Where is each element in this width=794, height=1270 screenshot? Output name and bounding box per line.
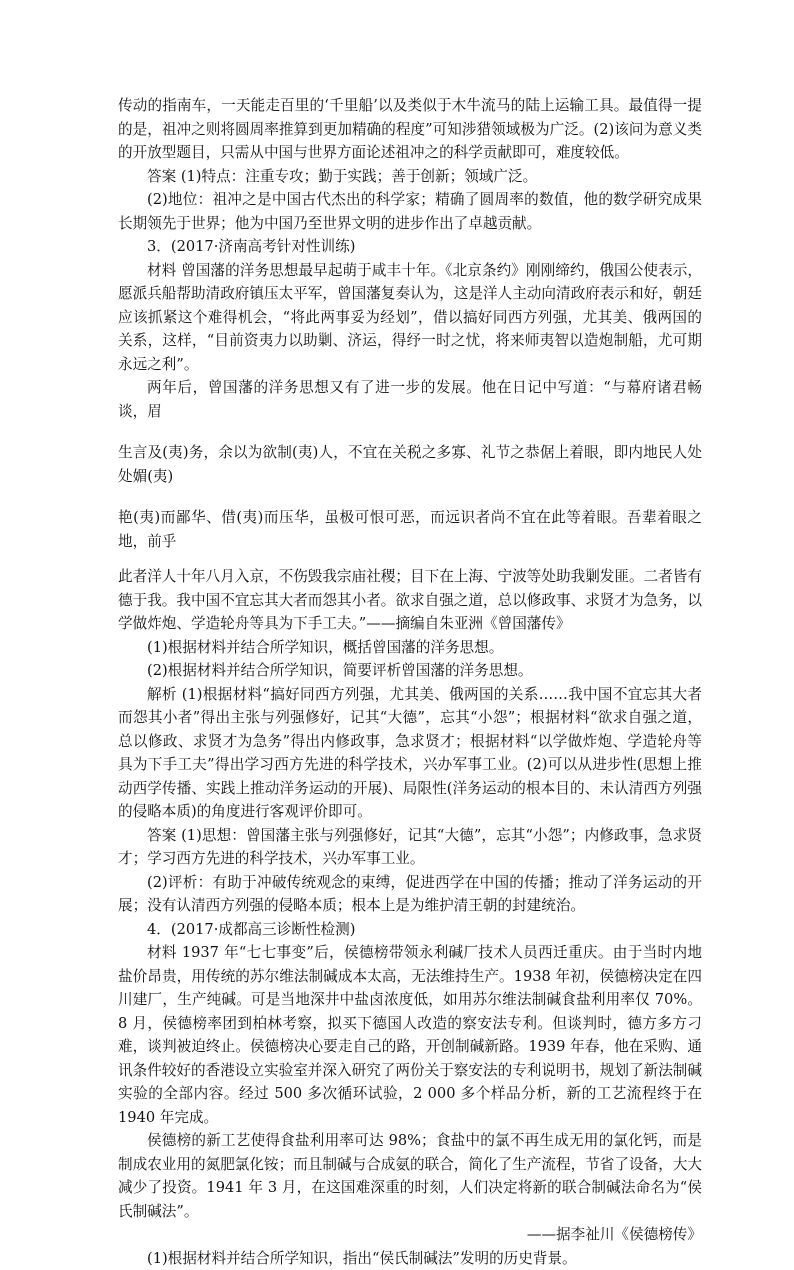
question-4-header: 4．(2017·成都高三诊断性检测) bbox=[118, 918, 702, 942]
material-3-line-4: 此者洋人十年八月入京，不伤毁我宗庙社稷；目下在上海、宁波等处助我剿发匪。二者皆有德于我。我中国不宜忘其大者而怨其小者。欲求自强之道，总以修政事、求贤才为急务，以学做炸炮、学造轮舟等具为下手工夫。”——摘编自朱亚洲《曾国藩传》 bbox=[118, 565, 702, 636]
material-3: 材料 曾国藩的洋务思想最早起萌于咸丰十年。《北京条约》刚刚缔约，俄国公使表示，愿派兵船帮助清政府镇压太平军，曾国藩复奏认为，这是洋人主动向清政府表示和好，朝廷应该抓紧这个难得机会，“将此两事妥为经划”，借以搞好同西方列强，尤其美、俄两国的关系，这样，“目前资夷力以助剿、济运，得纾一时之忧，将来师夷智以造炮制船，尤可期永远之利”。 bbox=[118, 259, 702, 377]
question-3-header: 3．(2017·济南高考针对性训练) bbox=[118, 235, 702, 259]
material-3-line-2: 生言及(夷)务，余以为欲制(夷)人，不宜在关税之多寡、礼节之恭倨上着眼，即内地民人处处媚(夷) bbox=[118, 441, 702, 488]
answer-3-2: (2)评析：有助于冲破传统观念的束缚，促进西学在中国的传播；推动了洋务运动的开展；没有认清西方列强的侵略本质；根本上是为维护清王朝的封建统治。 bbox=[118, 871, 702, 918]
answer-3-1: 答案 (1)思想：曾国藩主张与列强修好，记其“大德”，忘其“小怨”；内修政事，急求贤才；学习西方先进的科学技术，兴办军事工业。 bbox=[118, 824, 702, 871]
question-3-2: (2)根据材料并结合所学知识，简要评析曾国藩的洋务思想。 bbox=[118, 659, 702, 683]
material-3-line-3: 艳(夷)而鄙华、借(夷)而压华，虽极可恨可恶，而远识者尚不宜在此等着眼。吾辈着眼之地，前乎 bbox=[118, 506, 702, 553]
material-4: 材料 1937 年“七七事变”后，侯德榜带领永利碱厂技术人员西迁重庆。由于当时内地盐价昂贵，用传统的苏尔维法制碱成本太高，无法维持生产。1938 年初，侯德榜决定在四川建厂，生产纯碱。可是当地深井中盐卤浓度低，如用苏尔维法制碱食盐利用率仅 70%。8 月，侯德榜率团到柏林考察，拟买下德国人改造的察安法专利。但谈判时，德方多方刁难，谈判被迫终止。侯德榜决心要走自己的路，开创制碱新路。1939 年春，他在采购、通讯条件较好的香港设立实验室并深入研究了两份关于察安法的专利说明书，规划了新法制碱实验的全部内容。经过 500 多次循环试验，2 000 多个样品分析，新的工艺流程终于在 1940 年完成。 bbox=[118, 941, 702, 1129]
document-body bbox=[118, 94, 702, 1270]
paragraph-continuation: 传动的指南车，一天能走百里的‘千里船’以及类似于木牛流马的陆上运输工具。最值得一提的是，祖冲之则将圆周率推算到更加精确的程度”可知涉猎领域极为广泛。(2)该问为意义类的开放型题目，只需从中国与世界方面论述祖冲之的科学贡献即可，难度较低。 bbox=[118, 94, 702, 165]
material-3-line-1: 两年后，曾国藩的洋务思想又有了进一步的发展。他在日记中写道：“与幕府诸君畅谈，眉 bbox=[118, 376, 702, 423]
question-3-1: (1)根据材料并结合所学知识，概括曾国藩的洋务思想。 bbox=[118, 636, 702, 660]
source-citation: ——据李祉川《侯德榜传》 bbox=[118, 1223, 702, 1247]
material-4-continued: 侯德榜的新工艺使得食盐利用率可达 98%；食盐中的氯不再生成无用的氯化钙，而是制成农业用的氮肥氯化铵；而且制碱与合成氨的联合，简化了生产流程，节省了设备，大大减少了投资。1941 年 3 月，在这国难深重的时刻，人们决定将新的联合制碱法命名为“侯氏制碱法”。 bbox=[118, 1129, 702, 1223]
answer-1: 答案 (1)特点：注重专攻；勤于实践；善于创新；领域广泛。 bbox=[118, 165, 702, 189]
question-4-1: (1)根据材料并结合所学知识，指出“侯氏制碱法”发明的历史背景。 bbox=[118, 1247, 702, 1270]
answer-2: (2)地位：祖冲之是中国古代杰出的科学家；精确了圆周率的数值，他的数学研究成果长期领先于世界；他为中国乃至世界文明的进步作出了卓越贡献。 bbox=[118, 188, 702, 235]
analysis-3: 解析 (1)根据材料“搞好同西方列强，尤其美、俄两国的关系……我中国不宜忘其大者而怨其小者”得出主张与列强修好，记其“大德”，忘其“小怨”；根据材料“欲求自强之道，总以修政、求贤才为急务”得出内修政事，急求贤才；根据材料“以学做炸炮、学造轮舟等具为下手工夫”得出学习西方先进的科学技术，兴办军事工业。(2)可以从进步性(思想上推动西学传播、实践上推动洋务运动的开展)、局限性(洋务运动的根本目的、未认清西方列强的侵略本质)的角度进行客观评价即可。 bbox=[118, 683, 702, 824]
